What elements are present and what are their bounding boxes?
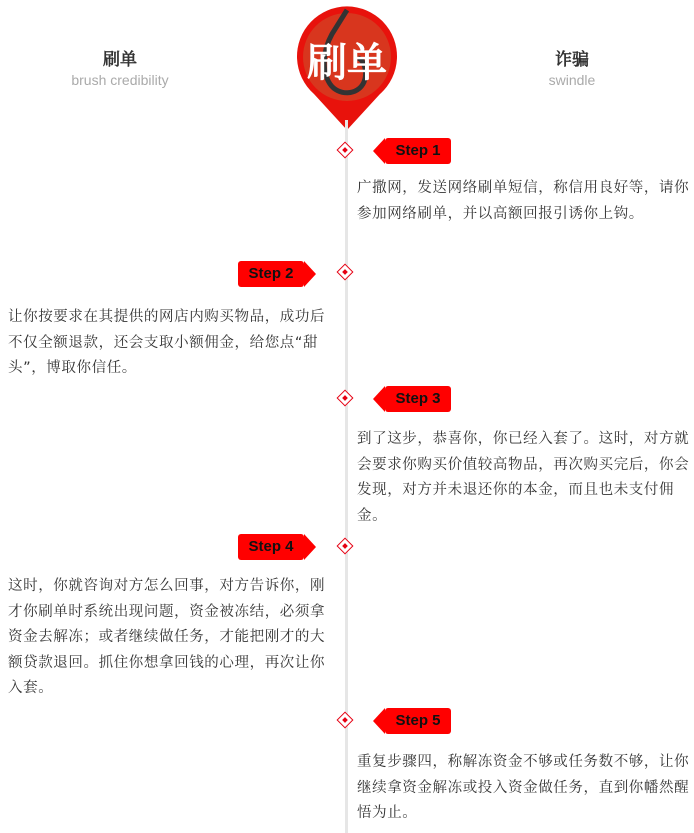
left-column-title: 刷单 bbox=[103, 50, 137, 70]
step-3-badge: Step 3 bbox=[385, 386, 451, 412]
step-2-badge: Step 2 bbox=[238, 261, 304, 287]
right-column-subtitle: swindle bbox=[548, 72, 596, 88]
step-1-text: 广撒网，发送网络刷单短信，称信用良好等，请你参加网络刷单，并以高额回报引诱你上钩。 bbox=[357, 180, 690, 222]
timeline-marker-icon bbox=[337, 142, 354, 159]
timeline-marker-icon bbox=[337, 264, 354, 281]
step-4-text: 这时，你就咨询对方怎么回事，对方告诉你，刚才你刷单时系统出现问题，资金被冻结，必须拿资金去解冻；或者继续做任务，才能把刚才的大额贷款退回。抓住你想拿回钱的心理，再次让你入套。 bbox=[8, 578, 326, 696]
step-2-text: 让你按要求在其提供的网店内购买物品，成功后不仅全额退款，还会支取小额佣金，给您点“甜头”，博取你信任。 bbox=[8, 309, 326, 376]
timeline-marker-icon bbox=[337, 538, 354, 555]
hook-logo-icon bbox=[292, 2, 402, 132]
timeline-marker-icon bbox=[337, 712, 354, 729]
right-column-title: 诈骗 bbox=[555, 50, 589, 70]
step-3-text: 到了这步，恭喜你，你已经入套了。这时，对方就会要求你购买价值较高物品，再次购买完后，你会发现，对方并未退还你的本金，而且也未支付佣金。 bbox=[357, 431, 690, 524]
logo-text: 刷单 bbox=[307, 40, 387, 86]
timeline-marker-icon bbox=[337, 390, 354, 407]
step-1-badge: Step 1 bbox=[385, 138, 451, 164]
left-column-subtitle: brush credibility bbox=[71, 72, 169, 88]
step-5-text: 重复步骤四，称解冻资金不够或任务数不够，让你继续拿资金解冻或投入资金做任务，直到你幡然醒悟为止。 bbox=[357, 754, 690, 821]
step-5-badge: Step 5 bbox=[385, 708, 451, 734]
step-4-badge: Step 4 bbox=[238, 534, 304, 560]
